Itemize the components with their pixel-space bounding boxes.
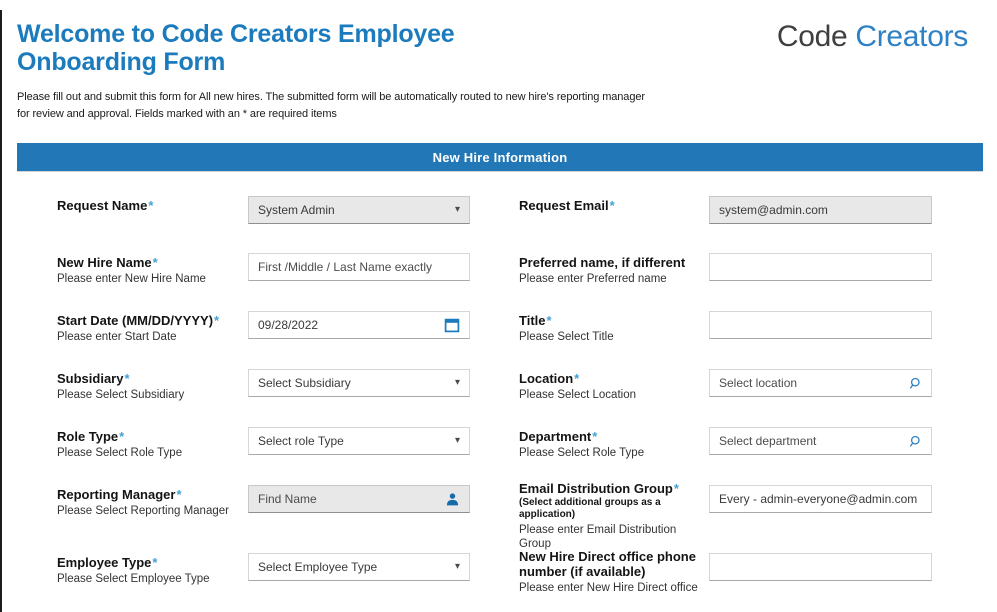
direct-office-phone-label-group: New Hire Direct office phone number (if available) Please enter New Hire Direct office	[519, 549, 698, 594]
required-asterisk: *	[152, 555, 158, 570]
title-label-group: Title* Please Select Title	[519, 313, 614, 343]
chevron-down-icon: ▾	[454, 435, 460, 446]
form-row	[0, 369, 997, 415]
form-row	[0, 481, 997, 550]
employee-type-label-group: Employee Type* Please Select Employee Type	[57, 555, 210, 585]
start-date-field	[248, 311, 470, 339]
preferred-name-label-group: Preferred name, if different Please enter Preferred name	[519, 255, 686, 285]
logo-text-creators: Creators	[855, 20, 968, 53]
search-icon[interactable]	[909, 435, 922, 448]
required-asterisk: *	[124, 371, 130, 386]
required-asterisk: *	[214, 313, 220, 328]
direct-office-phone-field	[709, 553, 932, 581]
calendar-icon[interactable]	[444, 317, 460, 333]
preferred-name-input[interactable]	[719, 260, 922, 274]
logo-text-code: Code	[776, 20, 848, 53]
role-type-label-group: Role Type* Please Select Role Type	[57, 429, 183, 459]
section-header-label: New Hire Information	[432, 149, 568, 165]
chevron-down-icon: ▾	[454, 561, 460, 572]
email-distribution-group-label-group: Email Distribution Group* (Select additional groups as a application) Please enter Email Distribution Group	[519, 481, 679, 550]
new-hire-name-input[interactable]	[258, 260, 460, 274]
form-row	[0, 311, 997, 357]
reporting-manager-label-group: Reporting Manager* Please Select Reporting Manager	[57, 487, 229, 517]
person-icon[interactable]	[445, 492, 460, 507]
department-search-field	[709, 427, 932, 455]
required-asterisk: *	[546, 313, 552, 328]
page-title-line1: Welcome to Code Creators Employee	[17, 20, 455, 48]
new-hire-name-label-group: New Hire Name* Please enter New Hire Name	[57, 255, 206, 285]
form-row	[0, 196, 997, 242]
form-row	[0, 427, 997, 473]
direct-office-phone-input[interactable]	[719, 560, 922, 574]
request-email-input[interactable]	[719, 203, 922, 217]
subsidiary-label-group: Subsidiary* Please Select Subsidiary	[57, 371, 185, 401]
section-header-new-hire-information	[17, 143, 983, 171]
subsidiary-dropdown[interactable]: Select Subsidiary ▾	[248, 369, 470, 397]
employee-type-dropdown[interactable]: Select Employee Type ▾	[248, 553, 470, 581]
request-email-label-group: Request Email*	[519, 198, 615, 213]
department-search-input[interactable]	[719, 434, 909, 448]
email-distribution-group-field	[709, 485, 932, 513]
form-row	[0, 549, 997, 599]
required-asterisk: *	[176, 487, 182, 502]
required-asterisk: *	[673, 481, 679, 496]
request-name-label-group: Request Name*	[57, 198, 154, 213]
required-asterisk: *	[609, 198, 615, 213]
location-search-input[interactable]	[719, 376, 909, 390]
search-icon[interactable]	[909, 377, 922, 390]
request-name-dropdown[interactable]: System Admin ▾	[248, 196, 470, 224]
form-row	[0, 253, 997, 299]
required-asterisk: *	[148, 198, 154, 213]
required-asterisk: *	[152, 255, 158, 270]
start-date-input[interactable]	[258, 318, 444, 332]
role-type-dropdown[interactable]: Select role Type ▾	[248, 427, 470, 455]
required-asterisk: *	[574, 371, 580, 386]
request-email-field	[709, 196, 932, 224]
reporting-manager-people-picker	[248, 485, 470, 513]
page-title	[17, 20, 537, 76]
form-instructions: Please fill out and submit this form for All new hires. The submitted form will be automatically routed to new hire's reporting manager for review and approval. Fields marked with an * are required items	[17, 91, 645, 120]
reporting-manager-input[interactable]	[258, 492, 445, 506]
chevron-down-icon: ▾	[454, 377, 460, 388]
chevron-down-icon: ▾	[454, 204, 460, 215]
location-label-group: Location* Please Select Location	[519, 371, 636, 401]
title-field	[709, 311, 932, 339]
title-input[interactable]	[719, 318, 922, 332]
location-search-field	[709, 369, 932, 397]
required-asterisk: *	[592, 429, 598, 444]
company-logo	[777, 20, 968, 54]
required-asterisk: *	[119, 429, 125, 444]
start-date-label-group: Start Date (MM/DD/YYYY)* Please enter Start Date	[57, 313, 220, 343]
new-hire-name-field	[248, 253, 470, 281]
page-title-line2: Onboarding Form	[17, 48, 226, 76]
email-distribution-group-input[interactable]	[719, 492, 922, 506]
preferred-name-field	[709, 253, 932, 281]
department-label-group: Department* Please Select Role Type	[519, 429, 645, 459]
